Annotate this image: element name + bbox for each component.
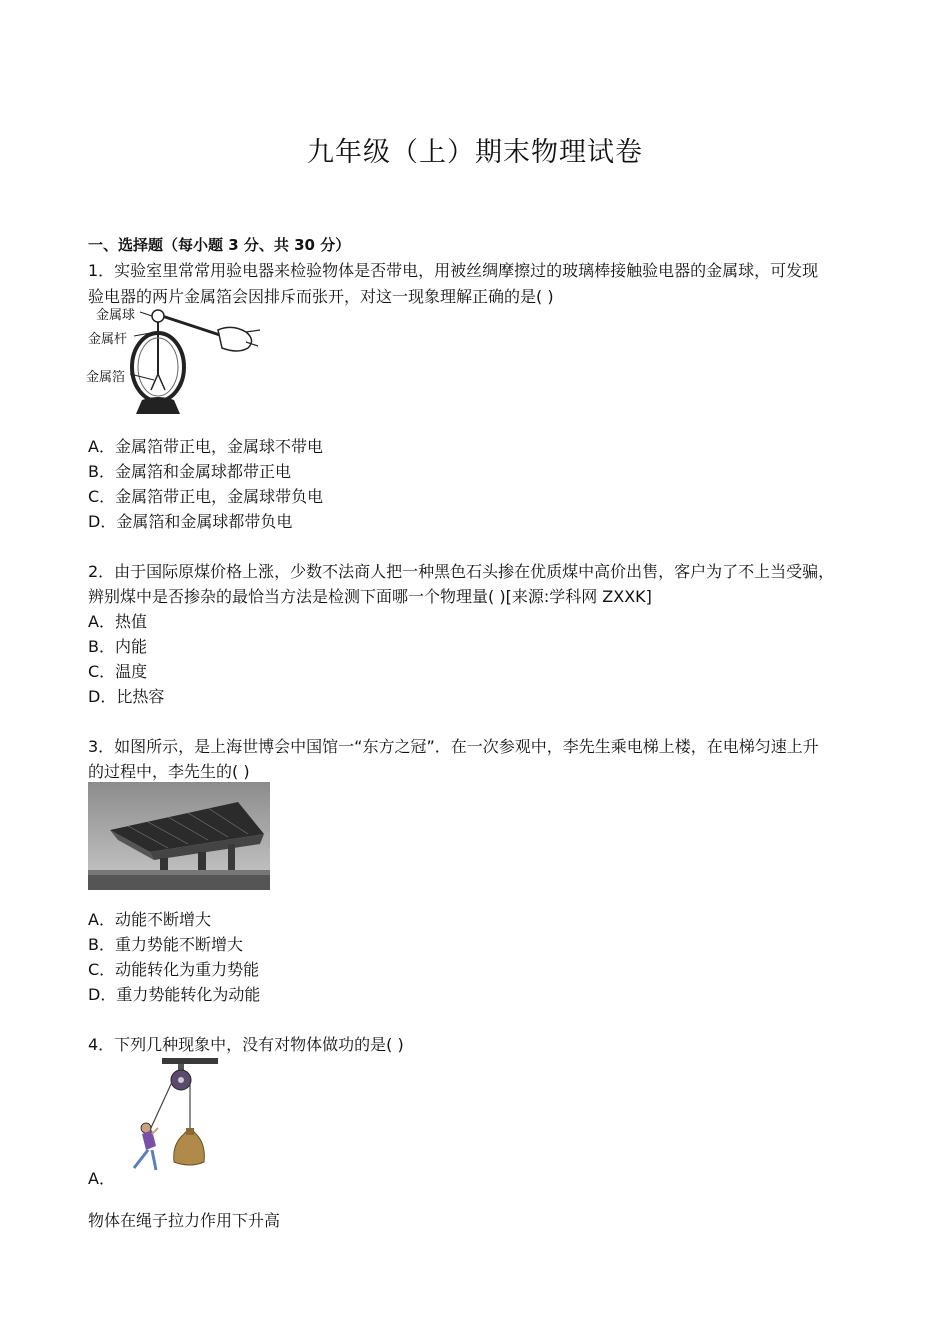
q1-option-a: A．金属箔带正电，金属球不带电 xyxy=(88,437,323,456)
q2-line1: 2．由于国际原煤价格上涨，少数不法商人把一种黑色石头掺在优质煤中高价出售，客户为了不上当受骗， xyxy=(88,562,835,581)
q4-line1: 4．下列几种现象中，没有对物体做功的是( ) xyxy=(88,1035,404,1054)
q3-option-b: B．重力势能不断增大 xyxy=(88,935,243,954)
page-title: 九年级（上）期末物理试卷 xyxy=(307,137,643,168)
q4-option-a: A． xyxy=(88,1169,115,1188)
q2-option-a: A．热值 xyxy=(88,612,147,631)
q1-option-b: B．金属箔和金属球都带正电 xyxy=(88,462,291,481)
q2-option-d: D．比热容 xyxy=(88,687,165,706)
q2-option-b: B．内能 xyxy=(88,637,147,656)
q1-line2: 验电器的两片金属箔会因排斥而张开，对这一现象理解正确的是( ) xyxy=(88,287,554,306)
label-metal-ball: 金属球 xyxy=(96,308,136,323)
q3-option-d: D．重力势能转化为动能 xyxy=(88,985,261,1004)
pulley-figure xyxy=(112,1058,222,1176)
electroscope-figure xyxy=(86,302,266,422)
q1-option-d: D．金属箔和金属球都带负电 xyxy=(88,512,293,531)
q3-line1: 3．如图所示，是上海世博会中国馆一“东方之冠”．在一次参观中，李先生乘电梯上楼，在电梯匀速上升 xyxy=(88,737,819,756)
q2-option-c: C．温度 xyxy=(88,662,148,681)
section-heading: 一、选择题（每小题 3 分、共 30 分） xyxy=(88,236,351,254)
q1-option-c: C．金属箔带正电，金属球带负电 xyxy=(88,487,324,506)
china-pavilion-photo xyxy=(88,782,270,890)
q2-line2: 辨别煤中是否掺杂的最恰当方法是检测下面哪一个物理量( )[来源:学科网 ZXXK] xyxy=(88,587,652,606)
q3-option-c: C．动能转化为重力势能 xyxy=(88,960,260,979)
q1-line1: 1．实验室里常常用验电器来检验物体是否带电，用被丝绸摩擦过的玻璃棒接触验电器的金属球，可发现 xyxy=(88,261,819,280)
q3-line2: 的过程中，李先生的( ) xyxy=(88,762,250,781)
label-metal-foil: 金属箔 xyxy=(86,370,126,385)
q3-option-a: A．动能不断增大 xyxy=(88,910,211,929)
q4-option-a-caption: 物体在绳子拉力作用下升高 xyxy=(88,1211,281,1230)
label-metal-rod: 金属杆 xyxy=(88,332,128,347)
